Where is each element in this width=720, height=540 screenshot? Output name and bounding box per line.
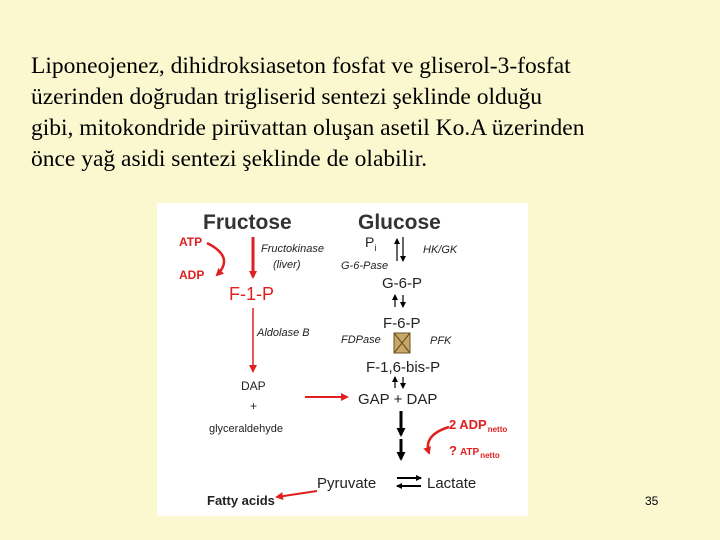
atp-in-label: ATP xyxy=(179,235,203,249)
pfk-label: PFK xyxy=(430,335,452,347)
dap-label: DAP xyxy=(241,379,266,393)
net-atp-label: ? ATPnetto xyxy=(449,443,500,460)
pi-label: $P_i$ xyxy=(365,234,377,253)
plus-label: + xyxy=(250,399,258,413)
net-adp-curve-arrow xyxy=(428,427,449,453)
fatty-acids-label: Fatty acids xyxy=(207,493,275,508)
body-text: Liponeojenez, dihidroksiaseton fosfat ve gliserol-3-fosfat üzerinden doğrudan trigliserid sentezi şeklinde olduğu gibi, mitokondride pirüvattan oluşan asetil Ko.A üzerinden önce yağ asidi sentezi şeklinde de olabilir. xyxy=(31,53,585,172)
liver-label: (liver) xyxy=(273,259,301,271)
pyruvate-to-fatty-acids-arrow xyxy=(277,491,317,497)
f1p-label: F-1-P xyxy=(229,284,274,304)
lactate-label: Lactate xyxy=(427,475,477,492)
fdpase-label: FDPase xyxy=(341,334,381,346)
f6p-label: F-6-P xyxy=(383,315,421,332)
g6pase-label: G-6-Pase xyxy=(341,260,389,272)
g6p-label: G-6-P xyxy=(382,275,423,292)
fructokinase-label: Fructokinase xyxy=(261,243,324,255)
glucose-label: Glucose xyxy=(358,211,441,234)
gap-dap-label: GAP + DAP xyxy=(358,391,438,408)
pyruvate-label: Pyruvate xyxy=(317,475,377,492)
diagram-svg xyxy=(157,203,528,516)
pfk-block-icon xyxy=(394,333,410,353)
adp-out-label: ADP xyxy=(179,268,205,282)
fructose-metabolism-diagram xyxy=(157,203,528,516)
f16bp-label: F-1,6-bis-P xyxy=(366,359,441,376)
atp-adp-curve-arrow xyxy=(207,243,224,275)
page-number: 35 xyxy=(645,494,659,508)
fructose-label: Fructose xyxy=(203,211,292,234)
aldolase-b-label: Aldolase B xyxy=(257,327,310,339)
glyceraldehyde-label: glyceraldehyde xyxy=(209,423,283,435)
hk-gk-label: HK/GK xyxy=(423,244,458,256)
net-adp-label: 2 ADPnetto xyxy=(449,417,508,434)
